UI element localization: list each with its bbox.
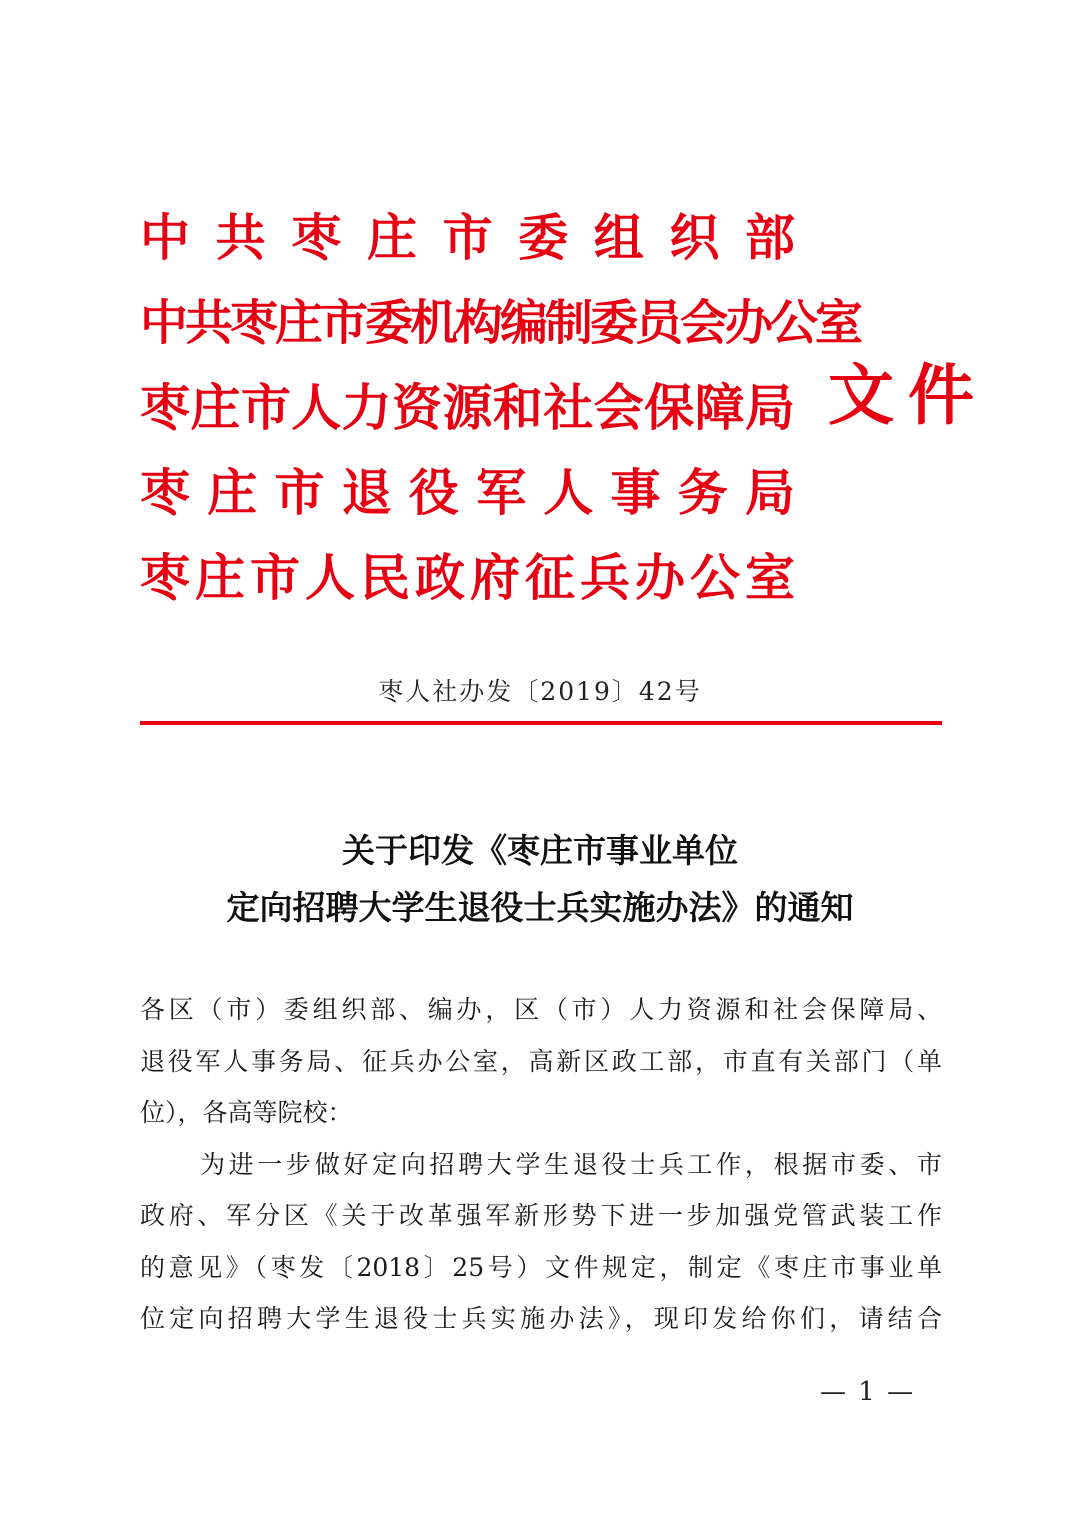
paragraph-line-1: 为进一步做好定向招聘大学生退役士兵工作，根据市委、市 [200, 1149, 942, 1179]
recipients-line-2: 退役军人事务局、征兵办公室，高新区政工部，市直有关部门（单 [140, 1046, 942, 1076]
recipients-line-1: 各区（市）委组织部、编办，区（市）人力资源和社会保障局、 [140, 995, 942, 1024]
issuer-line-2: 中共枣庄市委机构编制委员会办公室 [140, 295, 861, 351]
issuer-line-3: 枣庄市人力资源和社会保障局 [140, 379, 795, 437]
page-number: — 1 — [820, 1377, 916, 1407]
paragraph-line-3: 的意见》（枣发〔2018〕25号）文件规定，制定《枣庄市事业单 [140, 1252, 942, 1282]
issuer-line-5: 枣庄市人民政府征兵办公室 [140, 549, 795, 607]
document-number: 枣人社办发〔2019〕42号 [378, 677, 702, 706]
issuer-line-4: 枣庄市退役军人事务局 [140, 464, 795, 522]
title-line-2: 定向招聘大学生退役士兵实施办法》的通知 [226, 888, 854, 927]
document-type-label: 文件 [828, 357, 988, 434]
issuer-line-1: 中共枣庄市委组织部 [140, 209, 795, 267]
recipients-line-3: 位），各高等院校： [140, 1098, 353, 1127]
red-divider [140, 721, 942, 725]
title-line-1: 关于印发《枣庄市事业单位 [342, 831, 738, 870]
paragraph-line-2: 政府、军分区《关于改革强军新形势下进一步加强党管武装工作 [140, 1201, 942, 1230]
paragraph-line-4: 位定向招聘大学生退役士兵实施办法》，现印发给你们，请结合 [140, 1304, 942, 1333]
document-title [0, 822, 1080, 936]
document-body [140, 984, 942, 1345]
issuer-masthead [140, 196, 861, 621]
